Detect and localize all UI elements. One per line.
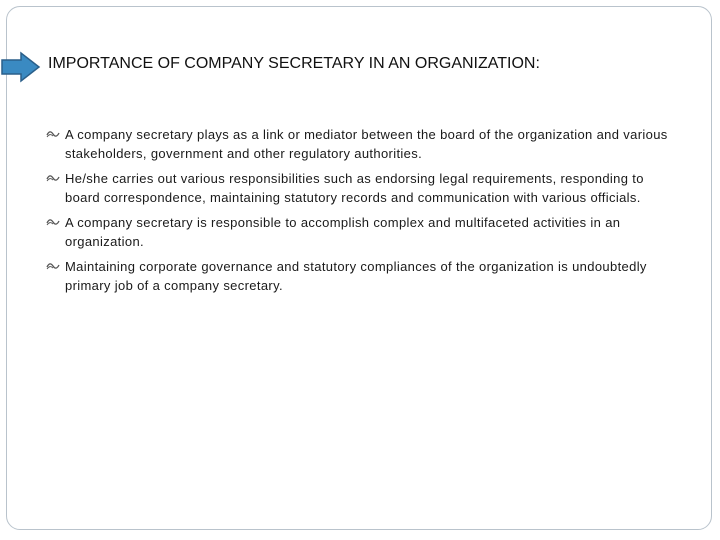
bullet-text: Maintaining corporate governance and statutory compliances of the organization is undoubtedly primary job of a company secretary. xyxy=(65,259,647,293)
bullet-list xyxy=(46,125,670,301)
wavy-bullet-icon xyxy=(46,261,60,271)
list-item xyxy=(46,257,670,295)
bullet-text: A company secretary is responsible to accomplish complex and multifaceted activities in an organization. xyxy=(65,215,621,249)
wavy-bullet-icon xyxy=(46,217,60,227)
bullet-text: A company secretary plays as a link or mediator between the board of the organization and various stakeholders, government and other regulatory authorities. xyxy=(65,127,668,161)
bullet-text: He/she carries out various responsibilities such as endorsing legal requirements, responding to board correspondence, maintaining statutory records and communication with various officials. xyxy=(65,171,644,205)
wavy-bullet-icon xyxy=(46,173,60,183)
arrow-right-icon xyxy=(1,51,41,83)
list-item xyxy=(46,169,670,207)
list-item xyxy=(46,213,670,251)
page-title: IMPORTANCE OF COMPANY SECRETARY IN AN ORGANIZATION: xyxy=(48,55,540,72)
wavy-bullet-icon xyxy=(46,129,60,139)
list-item xyxy=(46,125,670,163)
